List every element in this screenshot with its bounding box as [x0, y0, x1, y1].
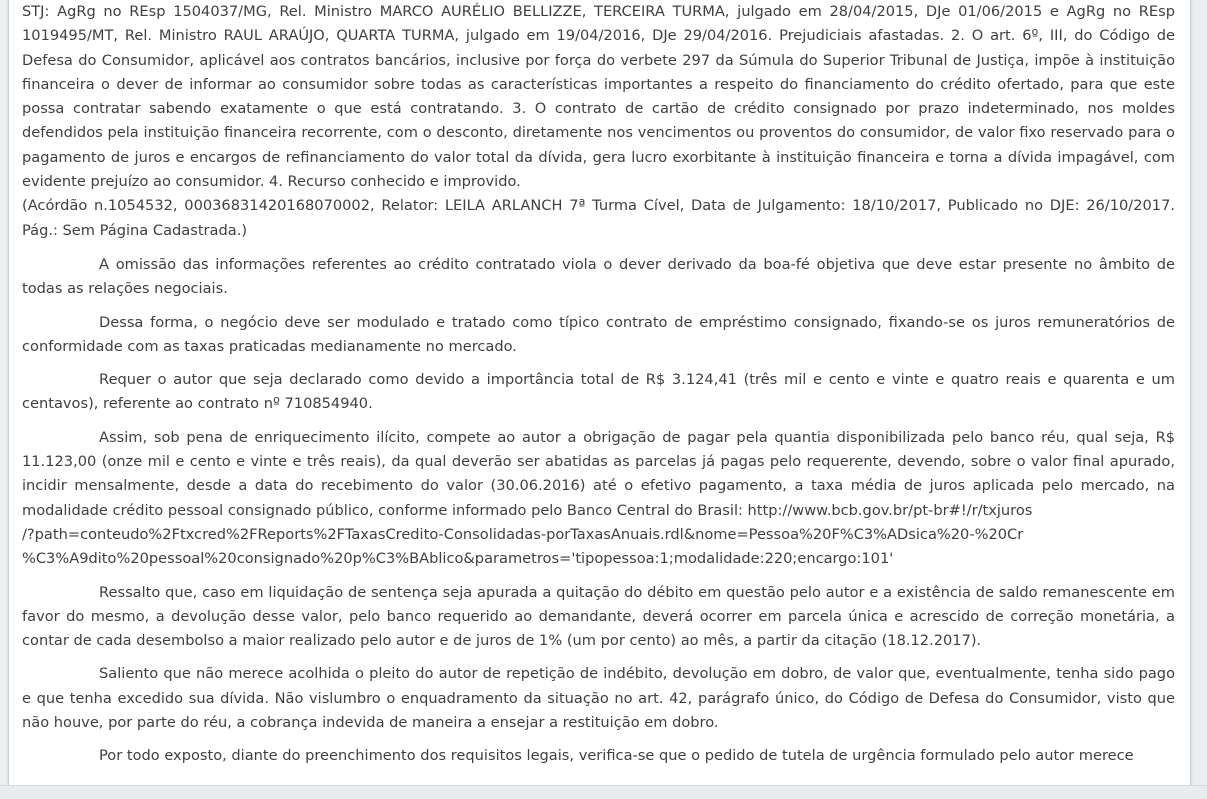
bcb-link-continuation-1[interactable]: /?path=conteudo%2Ftxcred%2FReports%2FTaxasCredito-Consolidadas-porTaxasAnuais.rdl&nome=Pessoa%20F%C3%ADsica%20-%20Cr [22, 525, 1024, 543]
paragraph-repeticao-indebito: Saliento que não merece acolhida o pleito do autor de repetição de indébito, devolução em dobro, de valor que, eventualmente, tenha sido pago e que tenha excedido sua dívida. Não vislumbro o enquadramento da situação no art. 42, parágrafo único, do Código de Defesa do Consumidor, visto que não houve, por parte do réu, a cobrança indevida de maneira a ensejar a restituição em dobro. [22, 665, 1175, 732]
paragraph-tutela-urgencia: Por todo exposto, diante do preenchimento dos requisitos legais, verifica-se que o pedido de tutela de urgência formulado pelo autor merece [99, 747, 1134, 765]
paragraph-enriquecimento [22, 426, 1175, 572]
document-content [22, 0, 1175, 778]
document-page [8, 0, 1191, 799]
paragraph-modulacao: Dessa forma, o negócio deve ser modulado e tratado como típico contrato de empréstimo consignado, fixando-se os juros remuneratórios de conformidade com as taxas praticadas medianamente no mercado. [22, 313, 1175, 355]
paragraph-boa-fe: A omissão das informações referentes ao crédito contratado viola o dever derivado da boa-fé objetiva que deve estar presente no âmbito de todas as relações negociais. [22, 255, 1175, 298]
paragraph-pedido-valor: Requer o autor que seja declarado como devido a importância total de R$ 3.124,41 (três mil e cento e vinte e quatro reais e quarenta e um centavos), referente ao contrato nº 710854940. [22, 371, 1175, 413]
viewer-bottom-bar [0, 785, 1207, 799]
bcb-link-continuation-2[interactable]: %C3%A9dito%20pessoal%20consignado%20p%C3%BAblico&parametros='tipopessoa:1;modalidade:220;encargo:101' [22, 550, 894, 568]
citation-text: (Acórdão n.1054532, 00036831420168070002, Relator: LEILA ARLANCH 7ª Turma Cível, Data de Julgamento: 18/10/2017, Publicado no DJE: 26/10/2017. Pág.: Sem Página Cadastrada.) [22, 197, 1175, 239]
paragraph-enriquecimento-text: Assim, sob pena de enriquecimento ilícito, compete ao autor a obrigação de pagar pela quantia disponibilizada pelo banco réu, qual seja, R$ 11.123,00 (onze mil e cento e vinte e três reais), da qual deverão ser abatidas as parcelas já pagas pelo requerente, devendo, sobre o valor final apurado, incidir mensalmente, desde a data do recebimento do valor (30.06.2016) até o efetivo pagamento, a taxa média de juros aplicada pelo mercado, na modalidade crédito pessoal consignado público, conforme informado pelo Banco Central do Brasil: http://www.bcb.gov.br/pt-br#!/r/txjuros [22, 428, 1175, 519]
paragraph-liquidacao: Ressalto que, caso em liquidação de sentença seja apurada a quitação do débito em questão pelo autor e a existência de saldo remanescente em favor do mesmo, a devolução desse valor, pelo banco requerido ao demandante, deverá ocorrer em parcela única e acrescido de correção monetária, a contar de cada desembolso a maior realizado pelo autor e de juros de 1% (um por cento) ao mês, a partir da citação (18.12.2017). [22, 583, 1175, 650]
quoted-ementa-text: STJ: AgRg no REsp 1504037/MG, Rel. Ministro MARCO AURÉLIO BELLIZZE, TERCEIRA TURMA, julgado em 28/04/2015, DJe 01/06/2015 e AgRg no REsp 1019495/MT, Rel. Ministro RAUL ARAÚJO, QUARTA TURMA, julgado em 19/04/2016, DJe 29/04/2016. Prejudiciais afastadas. 2. O art. 6º, III, do Código de Defesa do Consumidor, aplicável aos contratos bancários, inclusive por força do verbete 297 da Súmula do Superior Tribunal de Justiça, impõe à instituição financeira o dever de informar ao consumidor sobre todas as características importantes a respeito do financiamento do crédito ofertado, para que este possa contratar sabendo exatamente o que está contratando. 3. O contrato de cartão de crédito consignado por prazo indeterminado, nos moldes defendidos pela instituição financeira recorrente, com o desconto, diretamente nos vencimentos ou proventos do consumidor, de valor fixo reservado para o pagamento de juros e encargos de refinanciamento do valor total da dívida, gera lucro exorbitante à instituição financeira e torna a dívida impagável, com evidente prejuízo ao consumidor. 4. Recurso conhecido e improvido. [22, 3, 1175, 191]
vertical-scrollbar[interactable] [1191, 0, 1207, 785]
